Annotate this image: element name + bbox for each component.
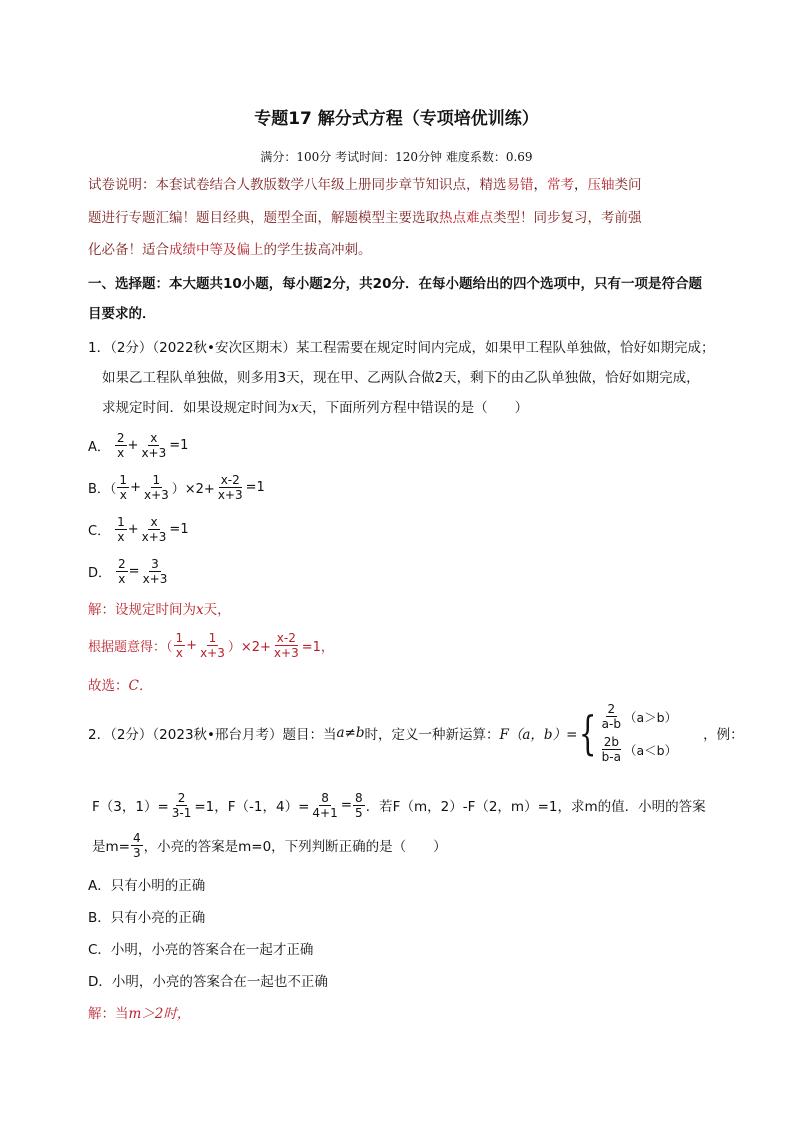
q1-option-b[interactable]: B．（ $\frac{1}{x}$ + $\frac{1}{x+3}$ ）×2+ $\frac{x-2}{x+3}$ =1 (88, 472, 265, 502)
left-brace: { (579, 706, 597, 760)
q2-solution-line-1: 解：当m＞2时， (88, 1006, 191, 1022)
fraction: $\frac{8}{5}$ (355, 790, 363, 820)
exam-meta: 满分：100分 考试时间：120分钟 难度系数：0.69 (260, 150, 533, 164)
q1-option-a[interactable]: A． $\frac{2}{x}$ + $\frac{x}{x+3}$ =1 (88, 430, 189, 460)
q2-line-2: F（3，1）= $\frac{2}{3-1}$ =1，F（-1，4）= $\frac{8}{4+1}$ = $\frac{8}{5}$ ．若F（m，2）-F（2，m）=1，求m的值．小明的答案 (92, 790, 706, 820)
intro-line-2: 题进行专题汇编！题目经典，题型全面，解题模型主要选取热点难点类型！同步复习，考前强 (88, 210, 642, 226)
fraction: $\frac{2}{a-b}$ (601, 702, 621, 731)
q2-option-a[interactable]: A．只有小明的正确 (88, 878, 206, 894)
q1-solution-line-1: 解：设规定时间为x天， (88, 602, 231, 618)
fraction: $\frac{1}{x}$ (119, 472, 128, 502)
fraction: $\frac{x-2}{x+3}$ (273, 630, 299, 660)
fraction: $\frac{1}{x}$ (117, 514, 125, 544)
q1-solution-line-3: 故选：C． (88, 678, 153, 694)
fraction: $\frac{x-2}{x+3}$ (217, 472, 243, 502)
fraction: $\frac{4}{3}$ (132, 830, 141, 860)
q1-solution-line-2: 根据题意得：（ $\frac{1}{x}$ + $\frac{1}{x+3}$ ）×2+ $\frac{x-2}{x+3}$ =1， (88, 630, 334, 660)
q2-line-1: 2．（2分）（2023秋•邢台月考）题目：当 a≠b 时，定义一种新运算： F（a，b）= { $\frac{2}{a-b}$ （a＞b） $\frac{2b}{b-a}$ （a＜b） ，例： (88, 702, 744, 764)
fraction: $\frac{x}{x+3}$ (141, 514, 167, 544)
fraction: $\frac{1}{x}$ (175, 630, 184, 660)
q1-line-1: 1．（2分）（2022秋•安次区期末）某工程需要在规定时间内完成，如果甲工程队单独做，恰好如期完成； (88, 340, 715, 356)
fraction: $\frac{2}{3-1}$ (171, 790, 192, 820)
q2-option-b[interactable]: B．只有小亮的正确 (88, 910, 206, 926)
section-header-line-2: 目要求的． (88, 306, 156, 322)
fraction: $\frac{2b}{b-a}$ (601, 735, 621, 764)
page-title: 专题17 解分式方程（专项培优训练） (254, 109, 539, 129)
fraction: $\frac{3}{x+3}$ (142, 556, 168, 586)
q2-option-d[interactable]: D．小明，小亮的答案合在一起也不正确 (88, 974, 328, 990)
q1-line-2: 如果乙工程队单独做，则多用3天，现在甲、乙两队合做2天，剩下的由乙队单独做，恰好如期完成， (102, 370, 700, 386)
q2-line-3: 是m= $\frac{4}{3}$ ，小亮的答案是m=0，下列判断正确的是（ ） (92, 830, 447, 860)
q2-option-c[interactable]: C．小明，小亮的答案合在一起才正确 (88, 942, 314, 958)
fraction: $\frac{2}{x}$ (116, 430, 125, 460)
intro-label: 试卷说明： (88, 177, 156, 193)
q1-option-d[interactable]: D． $\frac{2}{x}$ = $\frac{3}{x+3}$ (88, 556, 168, 586)
intro-line-3: 化必备！适合成绩中等及偏上的学生拔高冲刺。 (88, 242, 372, 258)
fraction: $\frac{x}{x+3}$ (141, 430, 167, 460)
fraction: $\frac{8}{4+1}$ (312, 790, 338, 820)
intro-line-1: 试卷说明：本套试卷结合人教版数学八年级上册同步章节知识点，精选易错，常考，压轴类问 (88, 177, 642, 193)
q1-line-3: 求规定时间．如果设规定时间为x天，下面所列方程中错误的是（ ） (102, 400, 529, 416)
fraction: $\frac{1}{x+3}$ (143, 472, 169, 502)
piecewise-cases: $\frac{2}{a-b}$ （a＞b） $\frac{2b}{b-a}$ （a＜b） (601, 702, 678, 764)
fraction: $\frac{2}{x}$ (118, 556, 126, 586)
fraction: $\frac{1}{x+3}$ (200, 630, 225, 660)
section-header-line-1: 一、选择题：本大题共10小题，每小题2分，共20分．在每小题给出的四个选项中，只有一项是符合题 (88, 276, 702, 292)
q1-option-c[interactable]: C． $\frac{1}{x}$ + $\frac{x}{x+3}$ =1 (88, 514, 189, 544)
